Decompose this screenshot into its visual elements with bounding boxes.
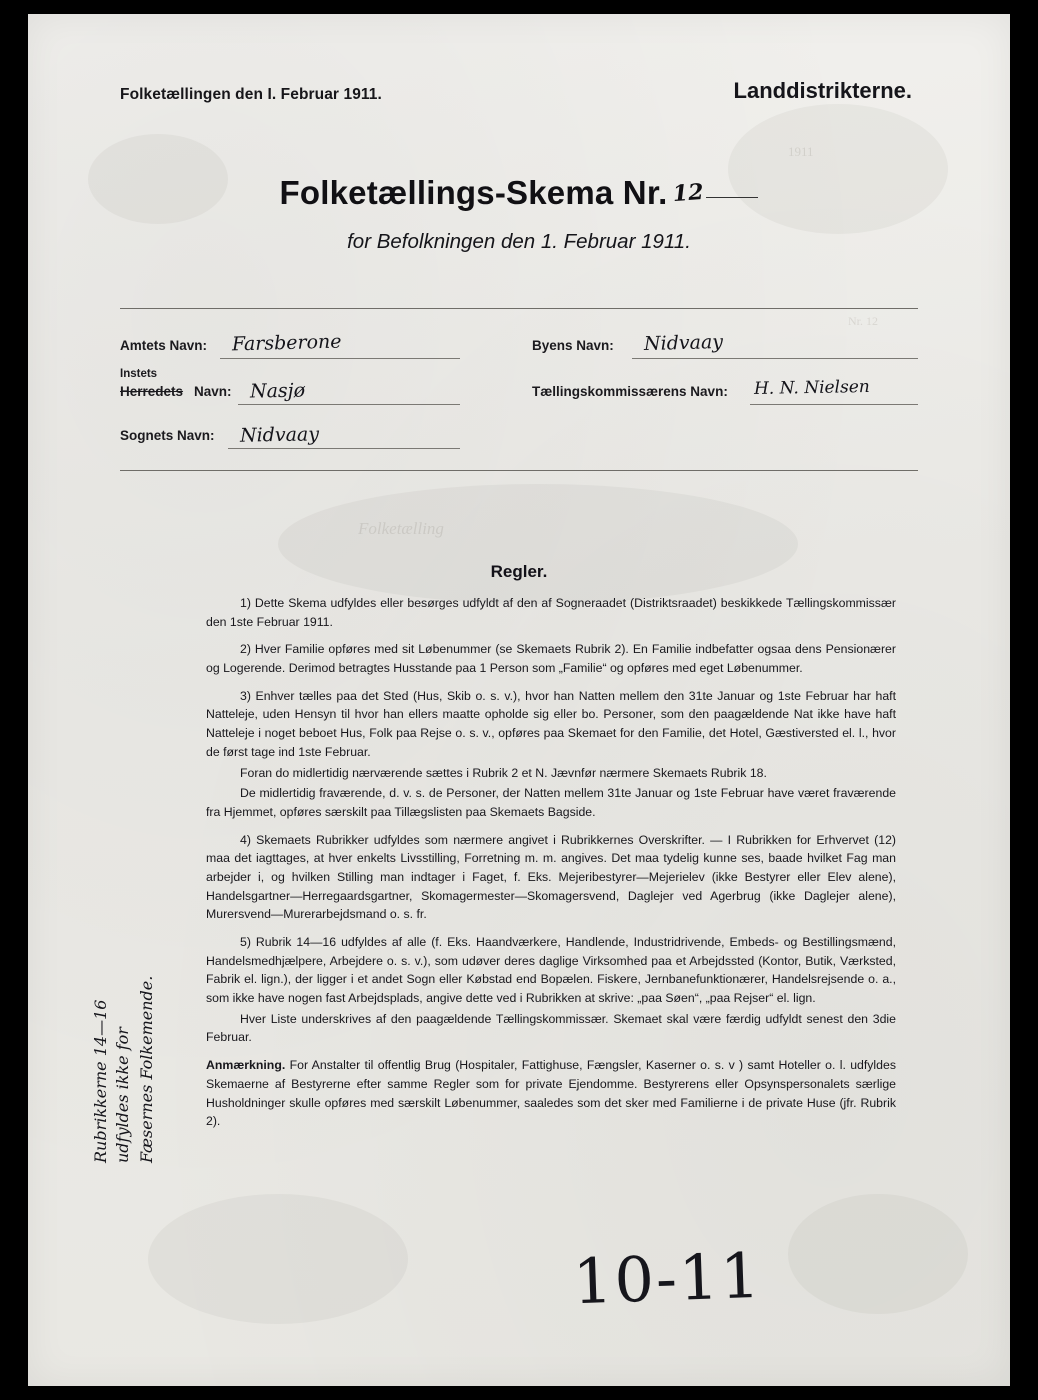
value-kommissar: H. N. Nielsen <box>753 376 870 400</box>
rules-note <box>206 1056 896 1131</box>
stain <box>788 1194 968 1314</box>
margin-note-line-1: Rubrikkerne 14—16 <box>91 999 110 1163</box>
header-left-text: Folketællingen den I. Februar 1911. <box>120 86 382 103</box>
fieldline-kommissar <box>750 404 918 405</box>
title-block <box>28 174 1010 254</box>
value-sogn: Nidvaay <box>239 423 320 447</box>
label-herred-alt: Instets <box>120 368 158 380</box>
fieldline-sogn <box>228 448 460 449</box>
schema-number-rule <box>706 197 758 198</box>
bleed-through-text: 1911 <box>788 144 814 159</box>
fieldline-by <box>632 358 918 359</box>
label-herred-struck: Herredets <box>120 384 184 399</box>
value-herred: Nasjø <box>249 379 306 403</box>
rule-item: 3) Enhver tælles paa det Sted (Hus, Skib o. s. v.), hvor han Natten mellem den 31te Januar og 1ste Februar har haft Natteleje, uden Hensyn til hvor han ellers maatte opholde sig eller bo. Personer, som den paagældende Nat ikke have haft Natteleje i noget beboet Hus, Folk paa Rejse o. s. v., opføres paa Skemaet for den Familie, det Hotel, Gæstiversted el. l., hvor de først tage ind 1ste Februar. <box>206 688 896 759</box>
rule-item: Hver Liste underskrives af den paagældende Tællingskommissær. Skemaet skal være færdig udfyldt senest den 3die Februar. <box>206 1011 896 1045</box>
header-right-text: Landdistrikterne. <box>733 78 912 103</box>
rule-item: 2) Hver Familie opføres med sit Løbenummer (se Skemaets Rubrik 2). En Familie indbefatter ogsaa dens Pensionærer og Logerende. Derimod betragtes Husstande paa 1 Person som „Familie“ og opføres med eget Løbenummer. <box>206 642 896 676</box>
page-title <box>28 174 1010 212</box>
form-fields <box>120 332 918 462</box>
rule-item: Foran do midlertidig nærværende sættes i Rubrik 2 et N. Jævnfør nærmere Skemaets Rubrik 18. <box>240 765 767 780</box>
rules-note-text: For Anstalter til offentlig Brug (Hospitaler, Fattighuse, Fængsler, Kaserner o. s. v ) samt Hoteller o. l. udfyldes Skemaerne af Bestyrerne efter samme Regler som for private Ejendomme. Bestyrerens eller Opsynspersonalets særlige Husholdninger skulle opføres med særskilt Løbenummer, saaledes som det sker med Familierne i de private Huse (jfr. Rubrik 2). <box>206 1058 896 1129</box>
value-amt: Farsberone <box>231 330 342 356</box>
value-by: Nidvaay <box>643 330 724 356</box>
margin-note-line-2: udfyldes ikke for <box>113 1027 132 1163</box>
label-kommissar: Tællingskommissærens Navn: <box>532 384 728 399</box>
schema-number-handwritten: 12 <box>672 178 706 208</box>
label-sogn: Sognets Navn: <box>120 428 215 443</box>
rules-note-label: Anmærkning. <box>206 1058 286 1073</box>
rule-item: 1) Dette Skema udfyldes eller besørges udfyldt af den af Sogneraadet (Distriktsraadet) beskikkede Tællingskommissær den 1ste Februar 1911. <box>206 596 896 629</box>
label-herred: Navn: <box>194 384 232 399</box>
bleed-through-text: Nr. 12 <box>848 314 878 328</box>
fieldline-herred <box>238 404 460 405</box>
handwritten-page-range: 10-11 <box>571 1238 763 1319</box>
label-by: Byens Navn: <box>532 338 614 353</box>
page-subtitle: for Befolkningen den 1. Februar 1911. <box>347 230 691 253</box>
fieldline-amt <box>220 358 460 359</box>
margin-note-line-3: Fæsernes Folkemende. <box>137 975 156 1163</box>
rule-item: De midlertidig fraværende, d. v. s. de Personer, der Natten mellem 31te Januar og 1ste Februar have været fraværende fra Hjemmet, opføres særskilt paa Tillægslisten paa Skemaets Bagside. <box>206 786 896 819</box>
divider-top <box>120 308 918 309</box>
rules-heading: Regler. <box>490 562 548 581</box>
rules-body <box>206 594 896 1140</box>
divider-bottom <box>120 470 918 471</box>
bleed-through-text: Folketælling <box>358 519 444 538</box>
stain <box>278 484 798 604</box>
rule-item: 4) Skemaets Rubrikker udfyldes som nærmere angivet i Rubrikkernes Overskrifter. — I Rubrikken for Erhvervet (12) maa det iagttages, at hver enkelts Livsstilling, Forretning m. m. angives. Det maa tydelig kunne ses, baade hvilket Fag man arbejder i, og hvilken Stilling man indtager i Faget, f. Eks. Mejeribestyrer—Mejerielev (ikke Bestyrer eller Elev alene), Handelsgartner—Herregaardsgartner, Skomagermester—Skomagersvend, Daglejer ved Agerbrug (ikke Daglejer alene), Murersvend—Murerarbejdsmand o. s. fr. <box>206 832 896 922</box>
document-page <box>28 14 1010 1386</box>
page-title-text: Folketællings-Skema Nr. <box>279 174 668 211</box>
rule-item: 5) Rubrik 14—16 udfyldes af alle (f. Eks. Haandværkere, Handlende, Industridrivende, Embeds- og Bestillingsmænd, Handelsmedhjælpere, Arbejdere o. s. v.), som udøver deres daglige Virksomhed paa et Arbejdssted (Kontor, Butik, Værksted, Fabrik el. lign.), der ligger i et andet Sogn eller Købstad end Bopælen. Fiskere, Jernbanefunktionærer, Handelsrejsende o. a., som ikke have nogen fast Arbejdsplads, angive dette ved i Rubrikken at skrive: „paa Søen“, „paa Rejser“ el. lign. <box>206 935 896 1006</box>
label-amt: Amtets Navn: <box>120 338 208 353</box>
stain <box>148 1194 408 1324</box>
page-header <box>28 72 1010 112</box>
